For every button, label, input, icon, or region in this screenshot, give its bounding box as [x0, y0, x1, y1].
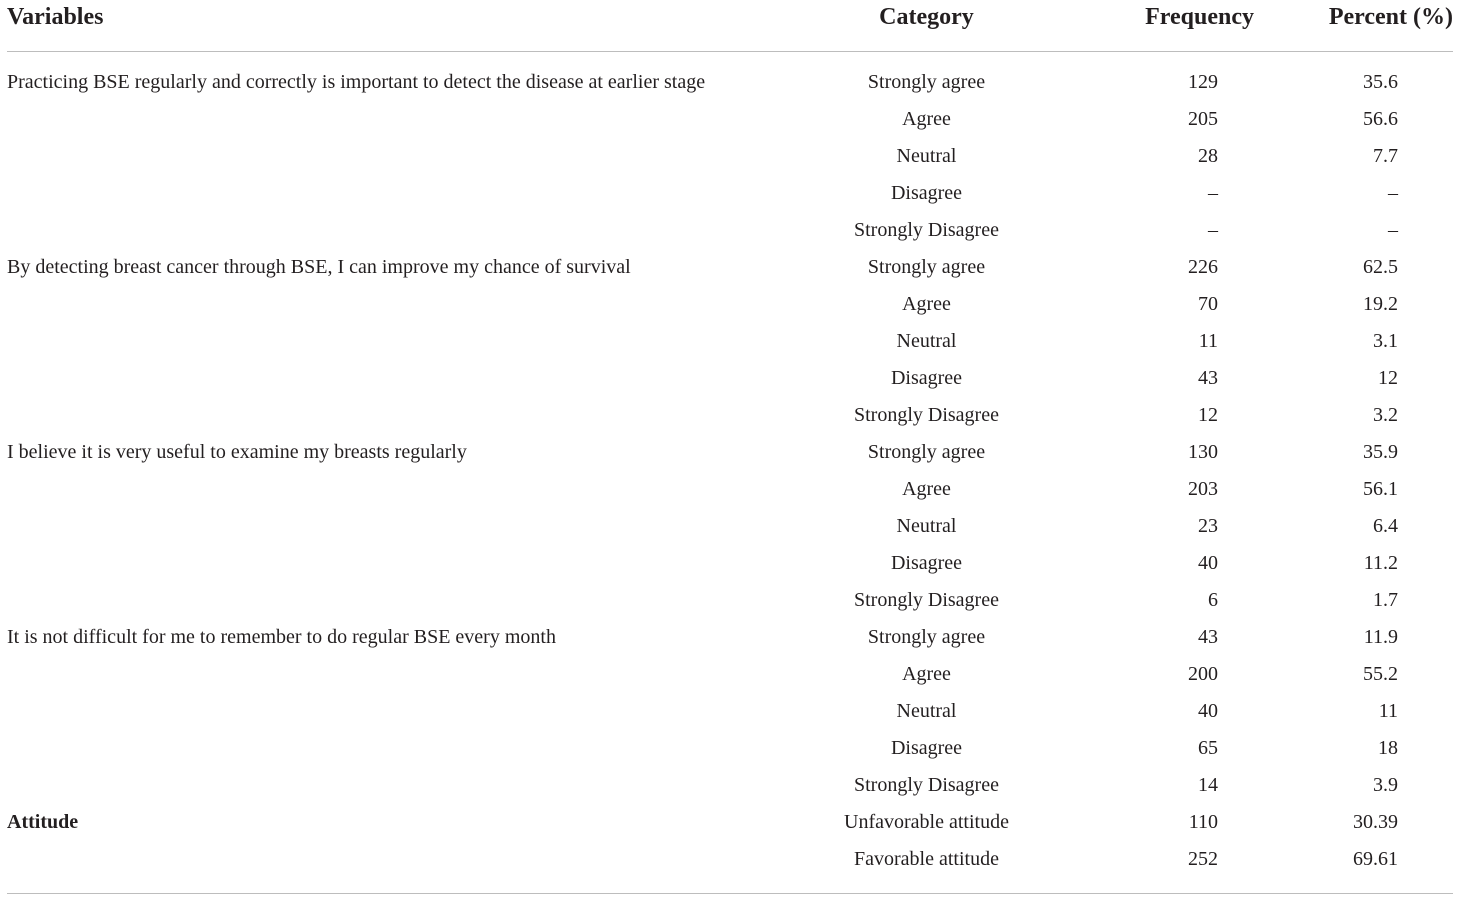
percent-cell: 12: [1378, 367, 1398, 389]
frequency-cell: 252: [1188, 848, 1218, 870]
header-frequency: Frequency: [1028, 0, 1304, 52]
category-cell: Disagree: [890, 552, 963, 574]
percent-cell: 3.9: [1373, 774, 1398, 796]
variable-cell: [7, 101, 825, 138]
percent-cell: 19.2: [1363, 293, 1398, 315]
percent-cell: 55.2: [1363, 663, 1398, 685]
table-row: [7, 434, 1453, 471]
frequency-cell: 40: [1198, 700, 1218, 722]
category-cell: Strongly agree: [867, 441, 986, 463]
percent-cell: 56.1: [1363, 478, 1398, 500]
frequency-cell: 130: [1188, 441, 1218, 463]
header-variables: Variables: [7, 0, 825, 52]
frequency-cell: 43: [1198, 367, 1218, 389]
frequency-cell: 6: [1208, 589, 1218, 611]
variable-cell: [7, 471, 825, 508]
percent-cell: 3.2: [1373, 404, 1398, 426]
category-cell: Unfavorable attitude: [844, 811, 1009, 833]
frequency-cell: 28: [1198, 145, 1218, 167]
variable-cell: [7, 212, 825, 249]
category-cell: Disagree: [890, 367, 963, 389]
variable-cell: [7, 693, 825, 730]
variable-cell: [7, 730, 825, 767]
category-cell: Strongly Disagree: [854, 404, 999, 426]
frequency-cell: 43: [1198, 626, 1218, 648]
category-cell: Strongly agree: [867, 256, 986, 278]
percent-cell: 69.61: [1353, 848, 1398, 870]
variable-cell: [7, 360, 825, 397]
variable-cell: By detecting breast cancer through BSE, I can improve my chance of survival: [7, 256, 631, 278]
category-cell: Agree: [902, 108, 951, 130]
variable-cell: [7, 767, 825, 804]
variable-cell: I believe it is very useful to examine my breasts regularly: [7, 441, 467, 463]
variable-cell: [7, 323, 825, 360]
frequency-cell: 129: [1188, 71, 1218, 93]
table-row: [7, 545, 1453, 582]
variable-cell: [7, 175, 825, 212]
table-row: [7, 582, 1453, 619]
percent-cell: 11: [1378, 700, 1398, 722]
frequency-cell: 40: [1198, 552, 1218, 574]
table-row: [7, 619, 1453, 656]
percent-cell: 3.1: [1373, 330, 1398, 352]
table-row: [7, 138, 1453, 175]
percent-cell: –: [1388, 219, 1398, 241]
frequency-cell: –: [1208, 219, 1218, 241]
table-row: [7, 471, 1453, 508]
frequency-cell: 70: [1198, 293, 1218, 315]
variable-cell: [7, 841, 825, 878]
frequency-cell: 65: [1198, 737, 1218, 759]
table-row: [7, 508, 1453, 545]
variable-cell: [7, 397, 825, 434]
frequency-cell: 12: [1198, 404, 1218, 426]
percent-cell: –: [1388, 182, 1398, 204]
category-cell: Disagree: [890, 182, 963, 204]
category-cell: Disagree: [890, 737, 963, 759]
bottom-rule: [7, 893, 1453, 894]
category-cell: Strongly agree: [867, 71, 986, 93]
variable-cell: It is not difficult for me to remember to do regular BSE every month: [7, 626, 556, 648]
percent-cell: 11.9: [1363, 626, 1398, 648]
percent-cell: 7.7: [1373, 145, 1398, 167]
percent-cell: 56.6: [1363, 108, 1398, 130]
category-cell: Favorable attitude: [854, 848, 999, 870]
variable-cell: Practicing BSE regularly and correctly is important to detect the disease at earlier stage: [7, 71, 706, 93]
category-cell: Strongly Disagree: [854, 589, 999, 611]
table-body: [7, 52, 1453, 879]
table-row: [7, 397, 1453, 434]
frequency-cell: 110: [1188, 811, 1218, 833]
frequency-cell: 23: [1198, 515, 1218, 537]
table-row: [7, 286, 1453, 323]
variable-cell: [7, 286, 825, 323]
frequency-cell: –: [1208, 182, 1218, 204]
category-cell: Neutral: [896, 700, 957, 722]
variable-cell: [7, 138, 825, 175]
percent-cell: 35.9: [1363, 441, 1398, 463]
percent-cell: 62.5: [1363, 256, 1398, 278]
header-row: [7, 0, 1453, 52]
table-row: [7, 730, 1453, 767]
percent-cell: 11.2: [1363, 552, 1398, 574]
category-cell: Neutral: [896, 515, 957, 537]
percent-cell: 30.39: [1353, 811, 1398, 833]
table-row: [7, 249, 1453, 286]
table-row: [7, 175, 1453, 212]
table-row: [7, 656, 1453, 693]
category-cell: Strongly agree: [867, 626, 986, 648]
header-category: Category: [825, 0, 1028, 52]
category-cell: Agree: [902, 663, 951, 685]
table-row: [7, 52, 1453, 102]
table-row: [7, 323, 1453, 360]
category-cell: Neutral: [896, 145, 957, 167]
frequency-cell: 14: [1198, 774, 1218, 796]
category-cell: Agree: [902, 478, 951, 500]
frequency-cell: 205: [1188, 108, 1218, 130]
table-row: [7, 212, 1453, 249]
percent-cell: 1.7: [1373, 589, 1398, 611]
table-row: [7, 767, 1453, 804]
variable-cell: [7, 545, 825, 582]
table-row: [7, 360, 1453, 397]
table-row: [7, 101, 1453, 138]
header-percent: Percent (%): [1304, 0, 1453, 52]
table-row: [7, 804, 1453, 841]
table-row: [7, 841, 1453, 878]
table-row: [7, 693, 1453, 730]
variable-cell: [7, 508, 825, 545]
percent-cell: 6.4: [1373, 515, 1398, 537]
category-cell: Strongly Disagree: [854, 774, 999, 796]
category-cell: Strongly Disagree: [854, 219, 999, 241]
percent-cell: 18: [1378, 737, 1398, 759]
attitude-table: [7, 0, 1453, 878]
variable-cell: [7, 656, 825, 693]
variable-cell: Attitude: [7, 811, 79, 833]
category-cell: Neutral: [896, 330, 957, 352]
percent-cell: 35.6: [1363, 71, 1398, 93]
frequency-cell: 226: [1188, 256, 1218, 278]
category-cell: Agree: [902, 293, 951, 315]
variable-cell: [7, 582, 825, 619]
frequency-cell: 203: [1188, 478, 1218, 500]
frequency-cell: 200: [1188, 663, 1218, 685]
frequency-cell: 11: [1198, 330, 1218, 352]
